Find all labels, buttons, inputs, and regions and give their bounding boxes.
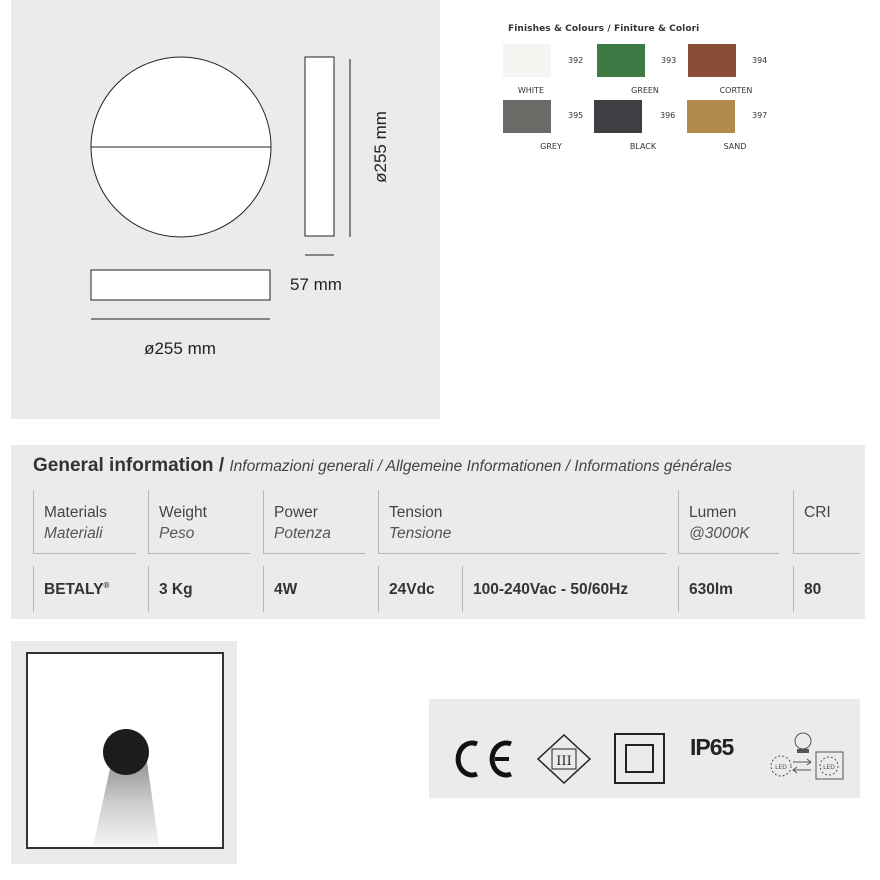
certifications-panel <box>429 699 860 798</box>
svg-text:LED: LED <box>775 764 787 771</box>
lamp-dimension-drawing <box>11 0 440 419</box>
swatch-code: 394 <box>752 56 768 65</box>
swatch-code: 397 <box>752 111 768 120</box>
finishes-title: Finishes & Colours / Finiture & Colori <box>508 24 700 34</box>
ce-mark-icon <box>458 743 511 775</box>
swatch-name: WHITE <box>517 86 545 95</box>
value-tension-ac <box>462 566 629 612</box>
value-material <box>33 566 110 612</box>
ip65-rating: IP65 <box>690 734 734 760</box>
header-label: Materials <box>44 504 107 521</box>
header-power <box>263 490 365 554</box>
light-beam-panel <box>11 641 237 864</box>
value-weight <box>148 566 193 612</box>
header-sublabel: Peso <box>159 525 195 542</box>
value-tension-dc <box>378 566 435 612</box>
header-sublabel: Materiali <box>44 525 103 542</box>
swatch-white <box>503 44 551 77</box>
finishes-panel <box>500 18 780 158</box>
width-dimension-label: ø255 mm <box>144 339 216 358</box>
title-translations: Informazioni generali / Allgemeine Informationen / Informations générales <box>229 458 732 475</box>
header-label: CRI <box>804 504 831 521</box>
technical-drawing-panel <box>11 0 440 419</box>
double-insulation-icon <box>615 734 664 783</box>
header-label: Weight <box>159 504 207 521</box>
material-value: BETALY <box>44 581 104 599</box>
tension-ac-value: 100-240Vac - 50/60Hz <box>473 581 629 598</box>
general-information-title <box>33 455 732 477</box>
registered-mark: ® <box>103 581 110 590</box>
cri-value: 80 <box>804 581 822 598</box>
title-main: General information <box>33 455 214 476</box>
swatch-corten <box>688 44 736 77</box>
header-lumen <box>678 490 779 554</box>
class-iii-icon <box>538 735 590 783</box>
lamp-side-view <box>305 57 334 236</box>
header-sublabel: Potenza <box>274 525 331 542</box>
value-lumen <box>678 566 733 612</box>
swatch-name: CORTEN <box>719 86 753 95</box>
header-tension <box>378 490 666 554</box>
swatch-code: 395 <box>568 111 584 120</box>
swatch-black <box>594 100 642 133</box>
lamp-top-view <box>91 270 270 300</box>
svg-text:III: III <box>556 754 572 769</box>
header-materials <box>33 490 136 554</box>
swatch-code: 396 <box>660 111 676 120</box>
general-information-panel <box>11 445 865 619</box>
led-replaceable-icon <box>771 733 843 779</box>
swatch-grey <box>503 100 551 133</box>
certification-icons <box>429 699 860 798</box>
header-sublabel: Tensione <box>389 525 452 542</box>
weight-value: 3 Kg <box>159 581 193 598</box>
tension-dc-value: 24Vdc <box>389 581 435 598</box>
header-label: Power <box>274 504 318 521</box>
height-dimension-label: ø255 mm <box>371 111 390 183</box>
swatch-sand <box>687 100 735 133</box>
swatch-name: BLACK <box>629 142 657 151</box>
depth-dimension-label: 57 mm <box>290 275 342 294</box>
header-weight <box>148 490 250 554</box>
swatch-code: 393 <box>661 56 677 65</box>
swatch-name: GREY <box>540 142 562 151</box>
light-beam-illustration <box>11 641 237 864</box>
value-power <box>263 566 298 612</box>
power-value: 4W <box>274 581 298 598</box>
value-cri <box>793 566 822 612</box>
header-label: Lumen <box>689 504 737 521</box>
header-label: Tension <box>389 504 443 521</box>
svg-text:LED: LED <box>823 764 835 771</box>
title-separator: / <box>218 455 225 476</box>
swatch-code: 392 <box>568 56 584 65</box>
swatch-name: GREEN <box>631 86 659 95</box>
swatch-green <box>597 44 645 77</box>
swatch-name: SAND <box>723 142 747 151</box>
header-sublabel: @3000K <box>689 525 750 542</box>
header-cri <box>793 490 860 554</box>
lumen-value: 630lm <box>689 581 733 598</box>
lamp-dot <box>103 729 149 775</box>
